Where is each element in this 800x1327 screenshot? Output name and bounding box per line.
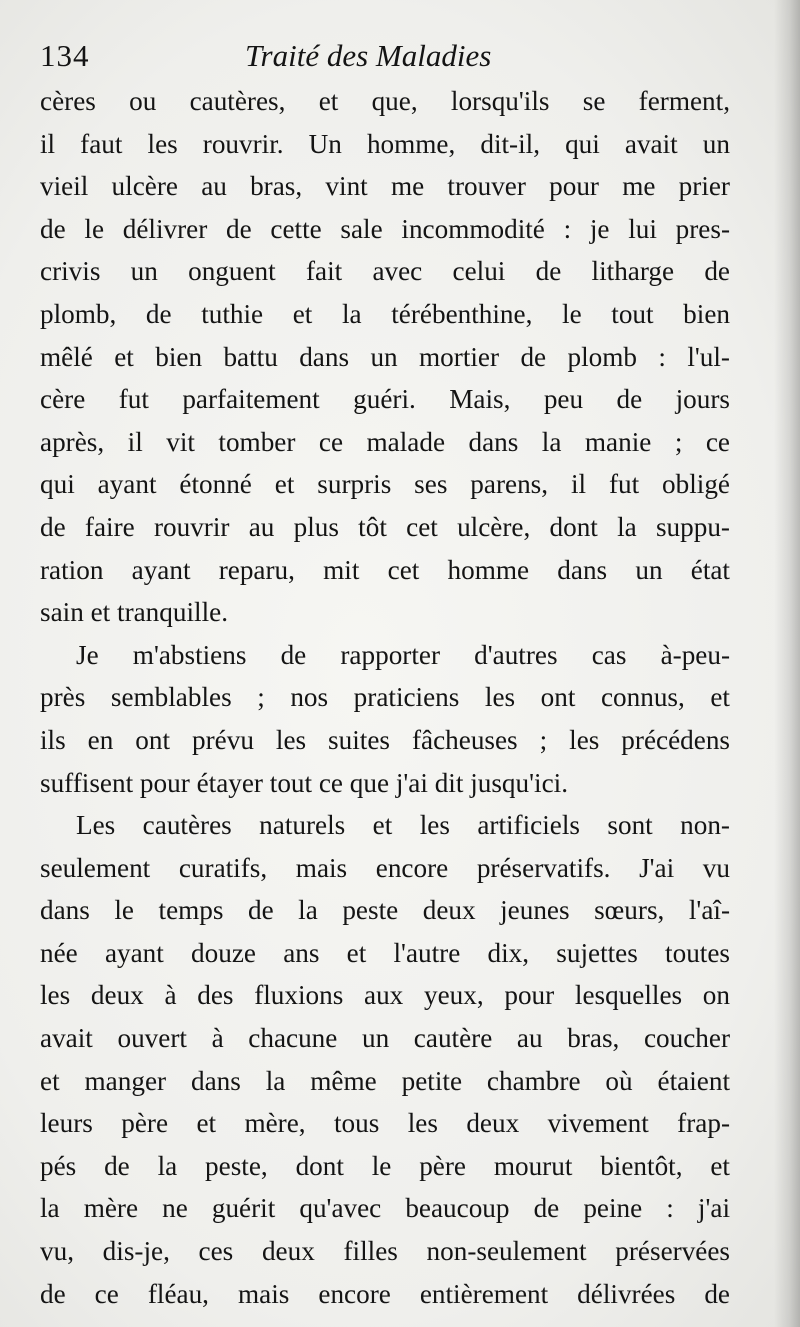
paragraph-end-line: sain et tranquille. [40, 597, 228, 628]
text-line: dans le temps de la peste deux jeunes sœurs, l'aî- [40, 895, 730, 926]
text-line: de le délivrer de cette sale incommodité : je lui pres- [40, 213, 730, 244]
text-line: cères ou cautères, et que, lorsqu'ils se ferment, [40, 86, 730, 116]
text-line: ils en ont prévu les suites fâcheuses ; les précédens [40, 724, 730, 755]
text-line: près semblables ; nos praticiens les ont connus, et [40, 682, 730, 713]
text-line: et manger dans la même petite chambre où étaient [40, 1065, 730, 1096]
running-title: Traité des Maladies [245, 38, 492, 73]
text-line: avait ouvert à chacune un cautère au bras, coucher [40, 1023, 730, 1054]
text-line: mêlé et bien battu dans un mortier de plomb : l'ul- [40, 341, 730, 372]
text-line: pés de la peste, dont le père mourut bientôt, et [40, 1150, 730, 1181]
text-line: plomb, de tuthie et la térébenthine, le tout bien [40, 298, 730, 329]
text-line: crivis un onguent fait avec celui de litharge de [40, 256, 730, 287]
text-line: après, il vit tomber ce malade dans la manie ; ce [40, 426, 730, 457]
text-line: de ce fléau, mais encore entièrement délivrées de [40, 1278, 730, 1309]
paragraph-end-line: suffisent pour étayer tout ce que j'ai dit jusqu'ici. [40, 767, 568, 798]
spine-shadow [774, 0, 800, 1327]
text-line: cère fut parfaitement guéri. Mais, peu de jours [40, 384, 730, 415]
text-line: vu, dis-je, ces deux filles non-seulement préservées [40, 1236, 730, 1267]
text-line: qui ayant étonné et surpris ses parens, il fut obligé [40, 469, 730, 500]
text-line: les deux à des fluxions aux yeux, pour lesquelles on [40, 980, 730, 1011]
text-line: ration ayant reparu, mit cet homme dans un état [40, 554, 730, 585]
page-header [40, 34, 740, 84]
text-line: il faut les rouvrir. Un homme, dit-il, qui avait un [40, 128, 730, 159]
paragraph-start-line: Je m'abstiens de rapporter d'autres cas à-peu- [76, 639, 730, 670]
page-number: 134 [40, 38, 90, 73]
text-line: vieil ulcère au bras, vint me trouver pour me prier [40, 171, 730, 202]
paragraph-start-line: Les cautères naturels et les artificiels sont non- [76, 810, 730, 841]
text-line: la mère ne guérit qu'avec beaucoup de peine : j'ai [40, 1193, 730, 1224]
text-line: leurs père et mère, tous les deux vivement frap- [40, 1108, 730, 1139]
body-text [40, 80, 730, 1315]
text-line: de faire rouvrir au plus tôt cet ulcère, dont la suppu- [40, 511, 730, 542]
text-line: née ayant douze ans et l'autre dix, sujettes toutes [40, 937, 730, 968]
text-line: seulement curatifs, mais encore préservatifs. J'ai vu [40, 852, 730, 883]
